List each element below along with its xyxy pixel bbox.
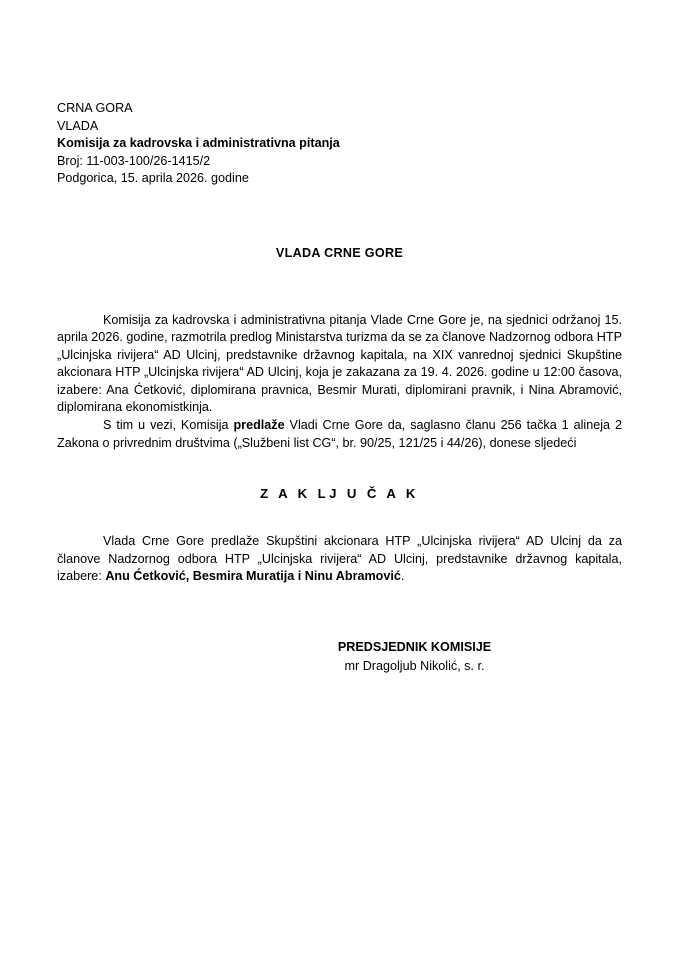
decision-tail: . (400, 569, 405, 584)
paragraph-two-rest: Vladi Crne Gore da, saglasno članu 256 tačka 1 alineja 2 Zakona o privrednim društvima („Službeni list CG“, br. 90/25, 121/25 i 44/26), donese sljedeći (57, 418, 623, 450)
header-reference-number: Broj: 11-003-100/26-1415/2 (57, 153, 211, 168)
decision-names: Anu Ćetković, Besmira Muratija i Ninu Abramović (105, 569, 401, 584)
header-government: VLADA (57, 118, 99, 133)
decision-lead: Vlada Crne Gore predlaže Skupštini akcionara HTP „Ulcinjska rivijera“ AD Ulcinj da za članove Nadzornog odbora HTP „Ulcinjska rivijera“ AD Ulcinj, predstavnike državnog kapitala, izabere: (57, 534, 622, 584)
paragraph-one: Komisija za kadrovska i administrativna pitanja Vlade Crne Gore je, na sjednici održanoj 15. aprila 2026. godine, razmotrila predlog Ministarstva turizma da se za članove Nadzornog odbora HTP „Ulcinjska rivijera“ AD Ulcinj, predstavnike državnog kapitala, na XIX vanrednoj sjednici Skupštine akcionara HTP „Ulcinjska rivijera“ AD Ulcinj, koja je zakazana za 19. 4. 2026. godine u 12:00 časova, izabere: Ana Ćetković, diplomirana pravnica, Besmir Murati, diplomirani pravnik, i Nina Abramović, diplomirana ekonomistkinja. (57, 312, 622, 415)
header-place-date: Podgorica, 15. aprila 2026. godine (57, 171, 249, 185)
document-title: Z A K LJ U Č A K (260, 486, 419, 502)
signature-block (57, 638, 622, 676)
decision-paragraph (57, 533, 622, 586)
header-commission: Komisija za kadrovska i administrativna pitanja (57, 136, 340, 150)
paragraph-two-emphasis: predlaže (233, 418, 285, 433)
decision-text (57, 533, 622, 586)
signature-title: PREDSJEDNIK KOMISIJE (337, 640, 492, 655)
header-country: CRNA GORA (57, 101, 133, 115)
paragraph-two-lead: S tim u vezi, Komisija (103, 418, 234, 433)
signature-name: mr Dragoljub Nikolić, s. r. (344, 659, 485, 674)
paragraph-two (57, 417, 622, 452)
document-body (57, 312, 622, 453)
addressee: VLADA CRNE GORE (275, 245, 404, 260)
document-header (57, 100, 622, 188)
